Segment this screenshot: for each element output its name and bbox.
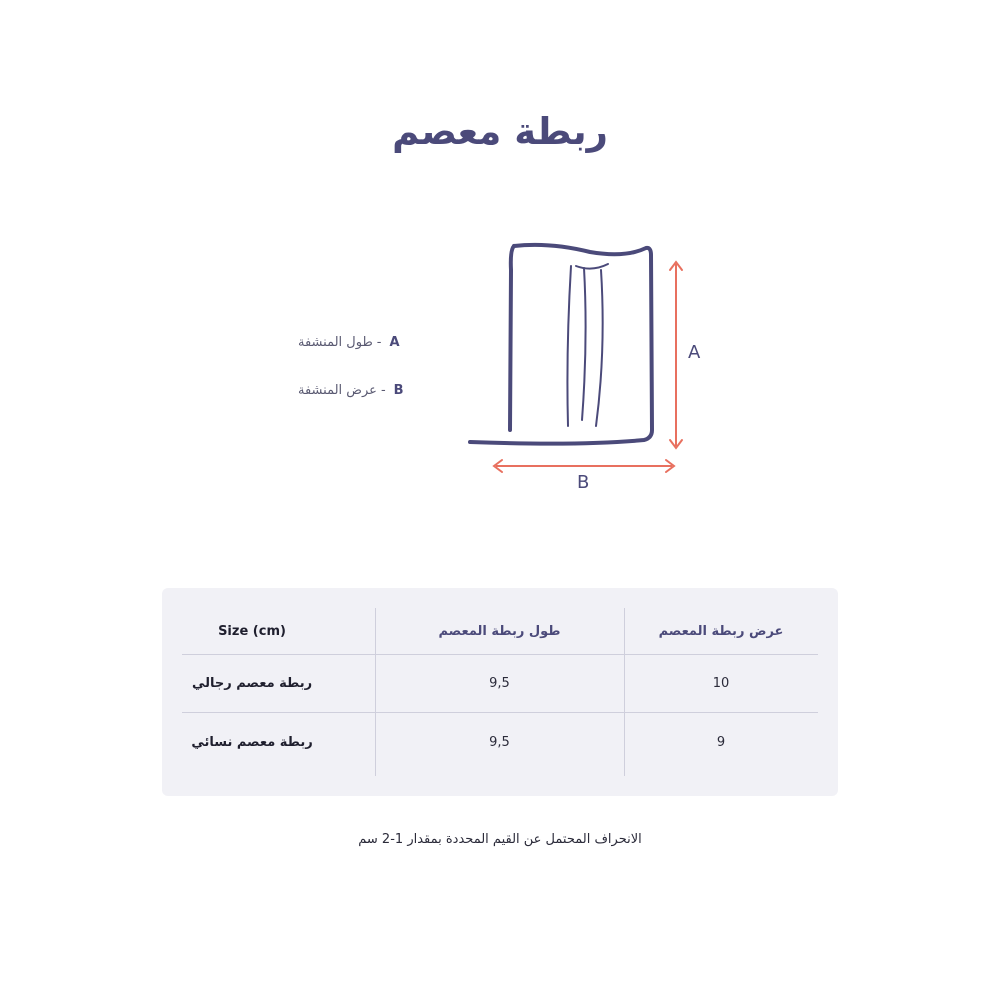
legend-separator: - xyxy=(376,334,382,350)
legend-separator: - xyxy=(380,382,386,398)
table-row-label: ربطة معصم رجالي xyxy=(191,676,313,691)
table-cell-width: 10 xyxy=(712,676,730,691)
wristband-diagram xyxy=(460,230,720,510)
wristband-fold-1 xyxy=(567,266,571,426)
page-title: ربطة معصم xyxy=(392,110,608,153)
tolerance-note: الانحراف المحتمل عن القيم المحددة بمقدار 1-2 سم xyxy=(358,832,642,847)
wristband-fold-top xyxy=(576,264,608,269)
legend-item-b xyxy=(298,378,438,402)
wristband-outline xyxy=(470,245,652,444)
size-table-grid xyxy=(182,608,818,776)
legend-text-a: طول المنشفة xyxy=(298,334,373,350)
table-cell-length: 9,5 xyxy=(489,676,510,691)
table-cell-length: 9,5 xyxy=(489,734,510,750)
legend-text-b: عرض المنشفة xyxy=(298,382,377,398)
wristband-fold-2 xyxy=(582,268,586,420)
header-length: طول ربطة المعصم xyxy=(438,623,561,639)
header-size: Size (cm) xyxy=(218,623,286,639)
table-cell-width: 9 xyxy=(716,734,726,750)
dimension-label-b: B xyxy=(577,472,590,493)
dimension-label-a: A xyxy=(688,342,701,363)
table-row-label: ربطة معصم نسائي xyxy=(191,734,313,750)
legend-item-a xyxy=(298,330,438,354)
wristband-fold-3 xyxy=(596,270,603,426)
header-width: عرض ربطة المعصم xyxy=(658,623,784,639)
wristband-left-edge xyxy=(510,246,514,430)
legend-key-b: B xyxy=(393,382,404,398)
legend-key-a: A xyxy=(389,334,400,350)
dimension-legend xyxy=(298,330,438,426)
wristband-illustration xyxy=(460,230,720,510)
size-table xyxy=(162,588,838,796)
